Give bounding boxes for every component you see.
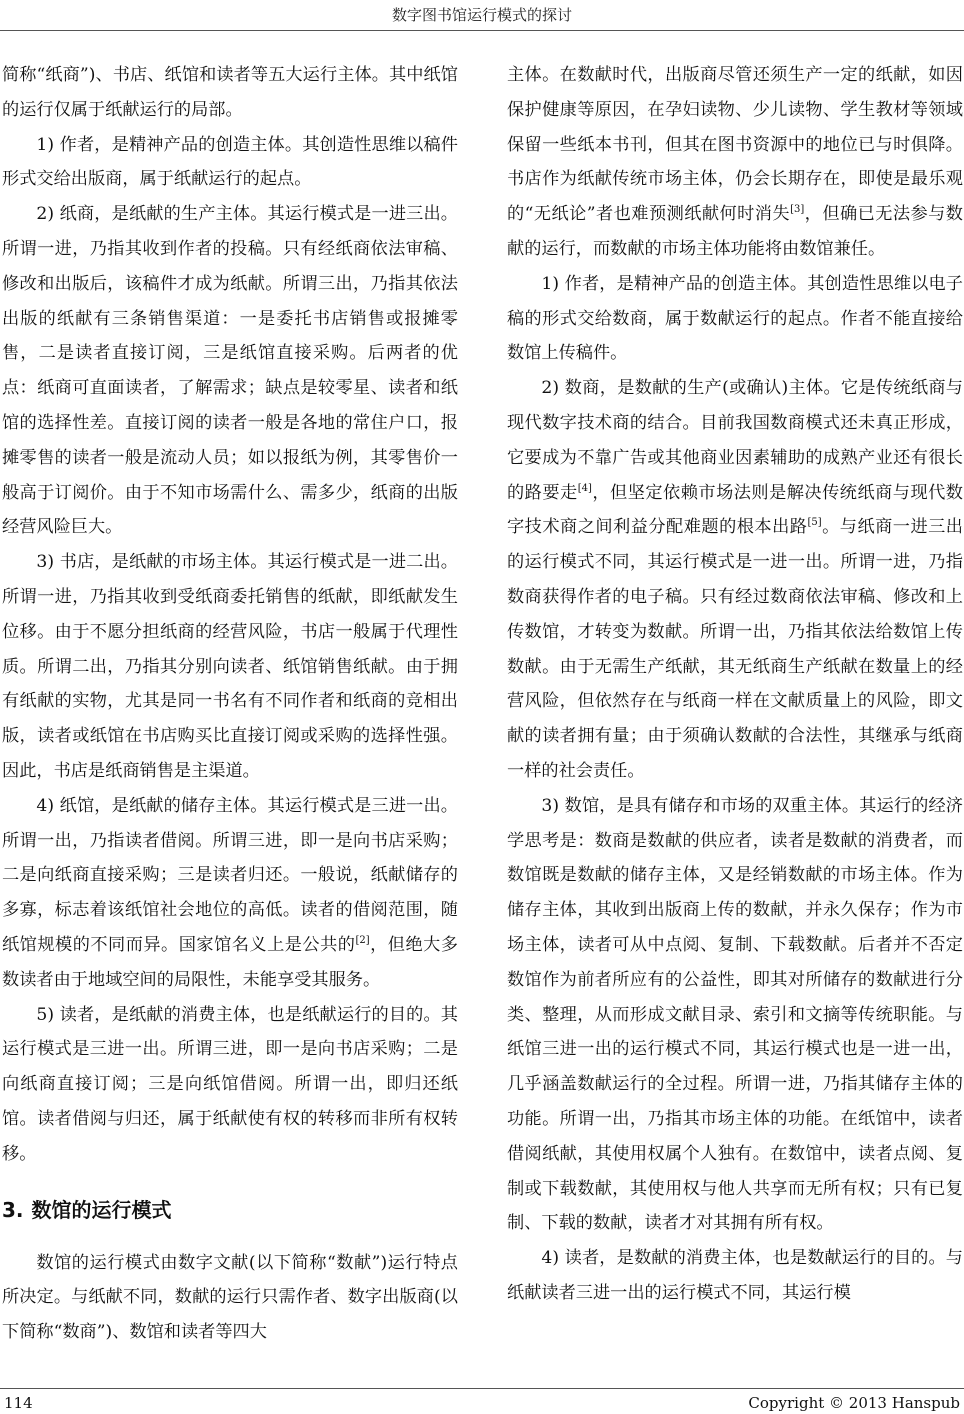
paragraph-reader: 5) 读者，是纸献的消费主体，也是纸献运行的目的。其运行模式是三进一出。所谓三进，即一是向书店采购；二是向纸商直接订阅；三是向纸馆借阅。所谓一出，即归还纸馆。读者借阅与归还，属于纸献使有权的转移而非所有权转移。 <box>2 1004 458 1164</box>
page-number: 114 <box>4 1394 33 1412</box>
citation-ref[interactable]: [3] <box>790 204 805 216</box>
paragraph-text: ，但绝大多数读者由于地域空间的局限性，未能享受其服务。 <box>2 934 458 990</box>
section-title: 数馆的运行模式 <box>31 1197 172 1222</box>
left-column <box>2 58 458 1350</box>
section-heading <box>2 1193 458 1227</box>
paragraph-text: 。与纸商一进三出的运行模式不同，其运行模式是一进一出。所谓一进，乃指数商获得作者的电子稿。只有经过数商依法审稿、修改和上传数馆，才转变为数献。所谓一出，乃指其依法给数馆上传数献。由于无需生产纸献，其无纸商生产纸献在数量上的经营风险，但依然存在与纸商一样在文献质量上的风险，即文献的读者拥有量；由于须确认数献的合法性，其继承与纸商一样的社会责任。 <box>507 517 963 781</box>
paragraph-text: ，但确已无法参与数献的运行，而数献的市场主体功能将由数馆兼任。 <box>507 204 963 259</box>
paragraph-reader: 4) 读者，是数献的消费主体，也是数献运行的目的。与纸献读者三进一出的运行模式不同，其运行模 <box>507 1248 963 1303</box>
paragraph-text: 2) 数商，是数献的生产(或确认)主体。它是传统纸商与现代数字技术商的结合。目前我国数商模式还未真正形成，它要成为不靠广告或其他商业因素辅助的成熟产业还有很长的路要走 <box>507 378 963 503</box>
paragraph-paper-library <box>2 789 458 998</box>
paragraph-text: 主体。在数献时代，出版商尽管还须生产一定的纸献，如因保护健康等原因，在孕妇读物、少儿读物、学生教材等领域保留一些纸本书刊，但其在图书资源中的地位已与时俱降。书店作为纸献传统市场主体，仍会长期存在，即使是最乐观的“无纸论”者也难预测纸献何时消失 <box>507 65 963 225</box>
paragraph-paper-publisher: 2) 纸商，是纸献的生产主体。其运行模式是一进三出。所谓一进，乃指其收到作者的投稿。只有经纸商依法审稿、修改和出版后，该稿件才成为纸献。所谓三出，乃指其依法出版的纸献有三条销售渠道：一是委托书店销售或报摊零售，二是读者直接订阅，三是纸馆直接采购。后两者的优点：纸商可直面读者，了解需求；缺点是较零星、读者和纸馆的选择性差。直接订阅的读者一般是各地的常住户口，报摊零售的读者一般是流动人员；如以报纸为例，其零售价一般高于订阅价。由于不知市场需什么、需多少，纸商的出版经营风险巨大。 <box>2 204 458 538</box>
citation-ref[interactable]: [5] <box>807 517 822 529</box>
paragraph-continued: 简称“纸商”)、书店、纸馆和读者等五大运行主体。其中纸馆的运行仅属于纸献运行的局部。 <box>2 65 458 120</box>
paragraph-digital-intro: 数馆的运行模式由数字文献(以下简称“数献”)运行特点所决定。与纸献不同，数献的运行只需作者、数字出版商(以下简称“数商”)、数馆和读者等四大 <box>2 1252 458 1343</box>
running-header: 数字图书馆运行模式的探讨 <box>391 6 572 24</box>
citation-ref[interactable]: [4] <box>577 482 592 494</box>
paragraph-digital-library: 3) 数馆，是具有储存和市场的双重主体。其运行的经济学思考是：数商是数献的供应者，读者是数献的消费者，而数馆既是数献的储存主体，又是经销数献的市场主体。作为储存主体，其收到出版商上传的数献，并永久保存；作为市场主体，读者可从中点阅、复制、下载数献。后者并不否定数馆作为前者所应有的公益性，即其对所储存的数献进行分类、整理，从而形成文献目录、索引和文摘等传统职能。与纸馆三进一出的运行模式不同，其运行模式也是一进一出，几乎涵盖数献运行的全过程。所谓一进，乃指其储存主体的功能。所谓一出，乃指其市场主体的功能。在纸馆中，读者借阅纸献，其使用权属个人独有。在数馆中，读者点阅、复制或下载数献，其使用权与他人共享而无所有权；只有已复制、下载的数献，读者才对其拥有所有权。 <box>507 795 963 1234</box>
paragraph-digital-publisher <box>507 371 963 789</box>
right-column <box>507 58 963 1311</box>
paragraph-text: ，但坚定依赖市场法则是解决传统纸商与现代数字技术商之间利益分配难题的根本出路 <box>507 482 963 538</box>
copyright-notice: Copyright © 2013 Hanspub <box>748 1394 960 1412</box>
paragraph-bookstore: 3) 书店，是纸献的市场主体。其运行模式是一进二出。所谓一进，乃指其收到受纸商委托销售的纸献，即纸献发生位移。由于不愿分担纸商的经营风险，书店一般属于代理性质。所谓二出，乃指其分别向读者、纸馆销售纸献。由于拥有纸献的实物，尤其是同一书名有不同作者和纸商的竞相出版，读者或纸馆在书店购买比直接订阅或采购的选择性强。因此，书店是纸商销售是主渠道。 <box>2 552 458 781</box>
footer-rule <box>0 1388 964 1389</box>
paragraph-author: 1) 作者，是精神产品的创造主体。其创造性思维以稿件形式交给出版商，属于纸献运行的起点。 <box>2 134 458 190</box>
paragraph-author: 1) 作者，是精神产品的创造主体。其创造性思维以电子稿的形式交给数商，属于数献运行的起点。作者不能直接给数馆上传稿件。 <box>507 273 963 364</box>
paragraph-continued <box>507 58 963 267</box>
paragraph-text: 4) 纸馆，是纸献的储存主体。其运行模式是三进一出。所谓一出，乃指读者借阅。所谓三进，即一是向书店采购；二是向纸商直接采购；三是读者归还。一般说，纸献储存的多寡，标志着该纸馆社会地位的高低。读者的借阅范围，随纸馆规模的不同而异。国家馆名义上是公共的 <box>2 795 458 955</box>
section-number: 3. <box>2 1197 24 1222</box>
header-rule <box>0 30 964 31</box>
citation-ref[interactable]: [2] <box>355 934 370 946</box>
